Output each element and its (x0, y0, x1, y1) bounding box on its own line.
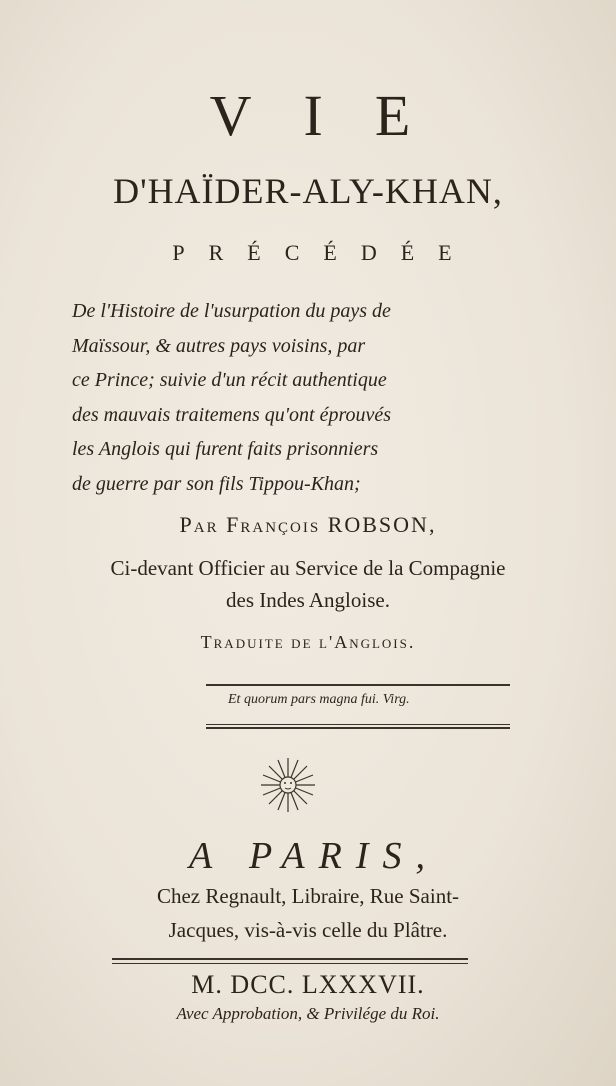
description-line: les Anglois qui furent faits prisonniers (72, 438, 379, 460)
divider-top (206, 684, 510, 686)
publisher-line: Chez Regnault, Libraire, Rue Saint- (156, 884, 460, 908)
divider-bottom-thick (206, 727, 510, 729)
description-line: des mauvais traitemens qu'ont éprouvés (72, 403, 392, 426)
description-line: Maïssour, & autres pays voisins, par (72, 334, 366, 357)
description-line: ce Prince; suivie d'un récit authentique (72, 369, 387, 391)
author-line: Par François ROBSON, (179, 512, 437, 537)
divider-bottom (206, 724, 510, 725)
epigraph: Et quorum pars magna fui. Virg. (228, 692, 410, 707)
description-line: De l'Histoire de l'usurpation du pays de (72, 300, 391, 322)
translated-note: Traduite de l'Anglois. (200, 632, 416, 652)
imprint-divider-thin (112, 963, 468, 964)
imprint-place: A PARIS, (189, 835, 439, 877)
description-block (72, 294, 532, 501)
publisher-line: Jacques, vis-à-vis celle du Plâtre. (168, 918, 448, 942)
approval-line: Avec Approbation, & Privilége du Roi. (176, 1004, 440, 1023)
title-name: D'HAÏDER-ALY-KHAN, (113, 171, 503, 211)
sunburst-face-icon (258, 756, 318, 814)
author-position-line: Ci-devant Officier au Service de la Compagnie (110, 556, 506, 580)
author-position-line: des Indes Angloise. (226, 588, 390, 612)
description-line: de guerre par son fils Tippou-Khan; (72, 472, 361, 495)
preceded-label: PRÉCÉDÉE (172, 240, 476, 265)
title-vie: VIE (209, 83, 463, 148)
publication-date: M. DCC. LXXXVII. (191, 970, 425, 999)
imprint-divider (112, 958, 468, 960)
